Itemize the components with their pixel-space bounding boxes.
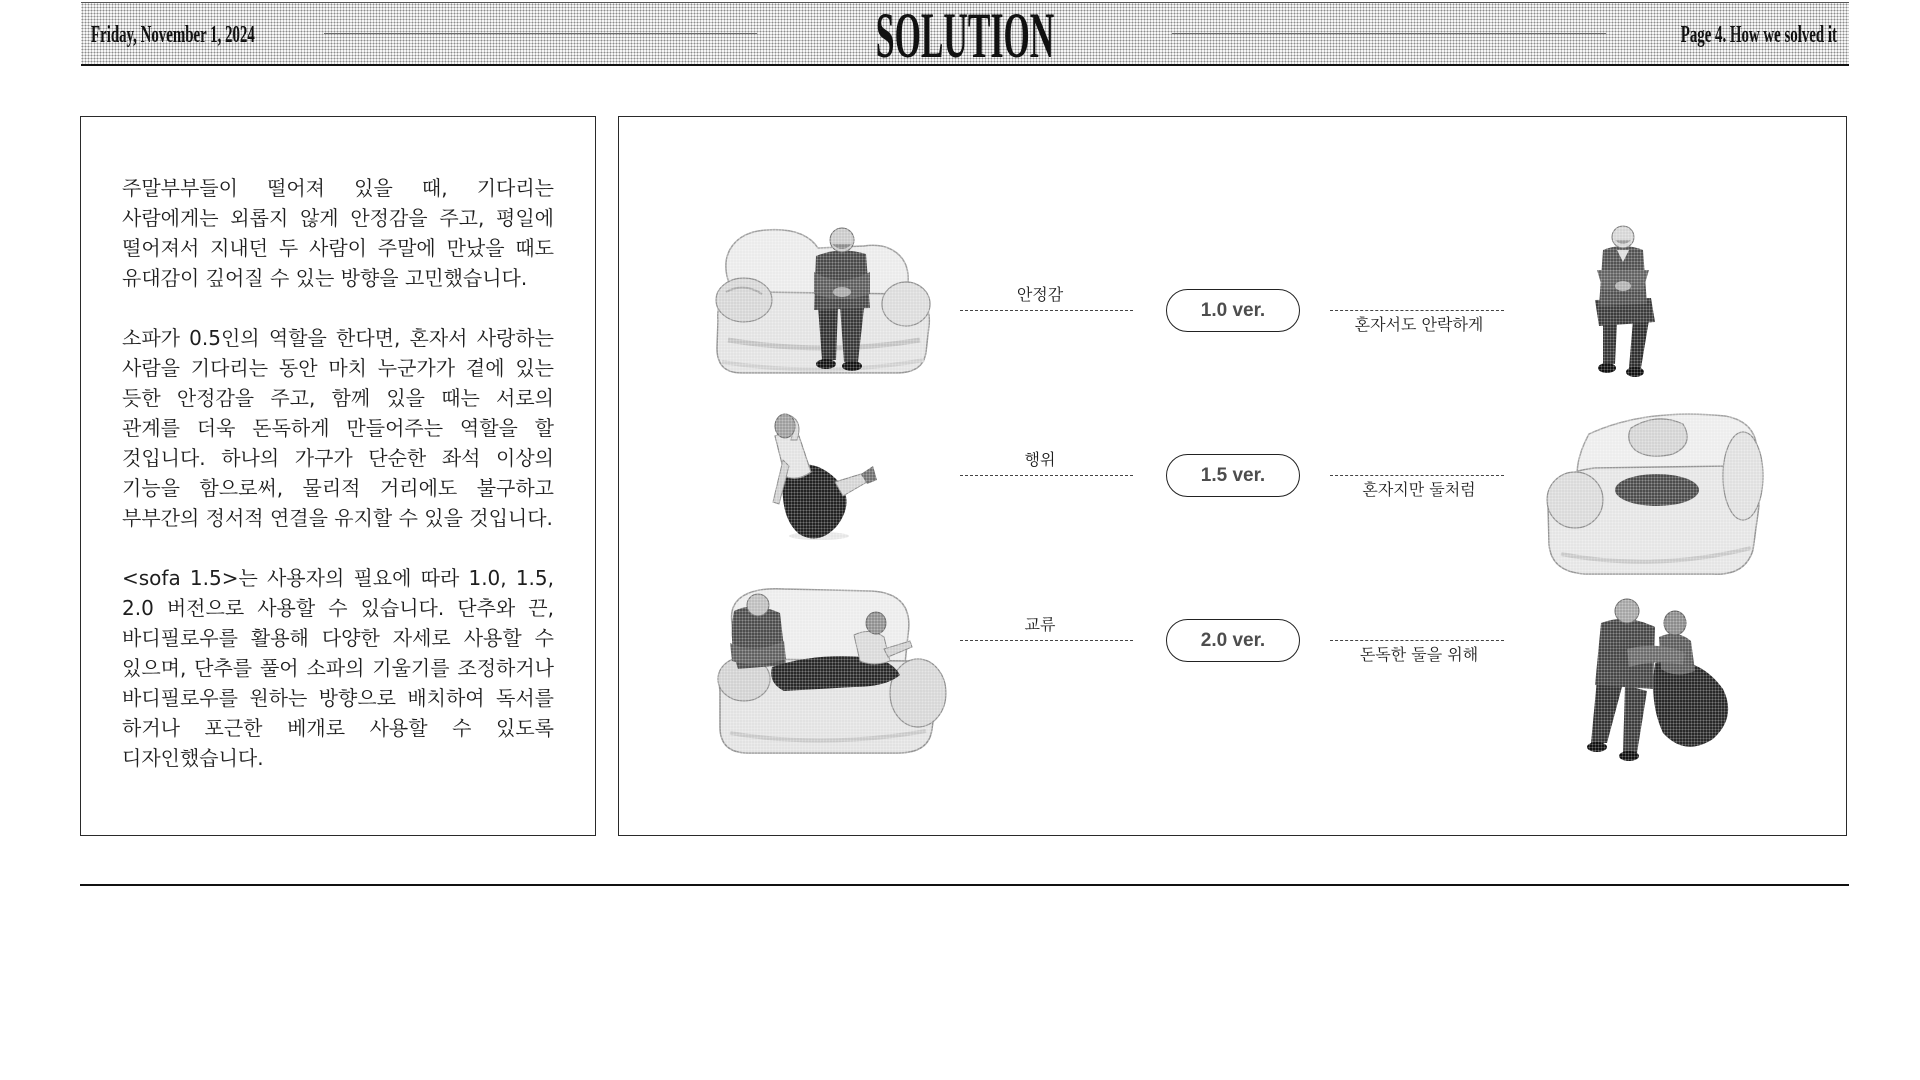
connector-line-left: [960, 310, 1133, 311]
connector-line-right: [1330, 310, 1504, 311]
action-label: 교류: [1024, 615, 1056, 634]
version-caption: 돈독한 둘을 위해: [1359, 645, 1479, 664]
version-row-1-5: [700, 385, 1780, 565]
masthead-rule-left: [324, 33, 757, 34]
version-pill: [1166, 454, 1300, 497]
footer-rule: [80, 884, 1849, 886]
description-paragraph: <sofa 1.5>는 사용자의 필요에 따라 1.0, 1.5, 2.0 버전으로 사용할 수 있습니다. 단추와 끈, 바디필로우를 활용해 다양한 자세로 사용할 수 있으며, 단추를 풀어 소파의 기울기를 조정하거나 바디필로우를 원하는 방향으로 배치하여 독서를 하거나 포근한 베개로 사용할 수 있도록 디자인했습니다.: [122, 566, 554, 770]
couple-embracing-photo: [1567, 593, 1742, 763]
version-caption: 혼자서도 안락하게: [1354, 315, 1484, 334]
page-label: Page 4. How we solved it: [1680, 22, 1837, 48]
sofa-person-sitting-photo: [714, 222, 932, 375]
issue-date: Friday, November 1, 2024: [91, 22, 255, 48]
version-pill-label: 1.5 ver.: [1200, 464, 1266, 486]
connector-line-left: [960, 475, 1133, 476]
description-paragraph: 주말부부들이 떨어져 있을 때, 기다리는 사람에게는 외롭지 않게 안정감을 주고, 평일에 떨어져서 지내던 두 사람이 주말에 만났을 때도 유대감이 깊어질 수 있는 방향을 고민했습니다.: [122, 176, 554, 290]
man-sitting-photo: [1579, 224, 1662, 379]
version-row-2-0: [700, 550, 1780, 730]
action-label: 안정감: [1016, 285, 1064, 304]
section-title: SOLUTION: [875, 0, 1055, 72]
version-pill: [1166, 289, 1300, 332]
version-pill: [1166, 619, 1300, 662]
version-caption: 혼자지만 둘처럼: [1362, 480, 1476, 499]
version-row-1-0: [700, 220, 1780, 400]
connector-line-right: [1330, 475, 1504, 476]
action-label: 행위: [1024, 450, 1056, 469]
description-paragraph: 소파가 0.5인의 역할을 한다면, 혼자서 사랑하는 사람을 기다리는 동안 마치 누군가가 곁에 있는 듯한 안정감을 주고, 함께 있을 때는 서로의 관계를 더욱 돈독하게 만들어주는 역할을 할 것입니다. 하나의 가구가 단순한 좌석 이상의 기능을 함으로써, 물리적 거리에도 불구하고 부부간의 정서적 연결을 유지할 수 있을 것입니다.: [122, 326, 554, 530]
version-pill-label: 2.0 ver.: [1200, 629, 1266, 651]
connector-line-left: [960, 640, 1133, 641]
version-pill-label: 1.0 ver.: [1200, 299, 1266, 321]
connector-line-right: [1330, 640, 1504, 641]
sofa-couple-lying-photo: [714, 583, 948, 756]
person-crouching-photo: [757, 410, 889, 545]
description-panel: [80, 116, 596, 836]
masthead-rule-right: [1172, 33, 1606, 34]
